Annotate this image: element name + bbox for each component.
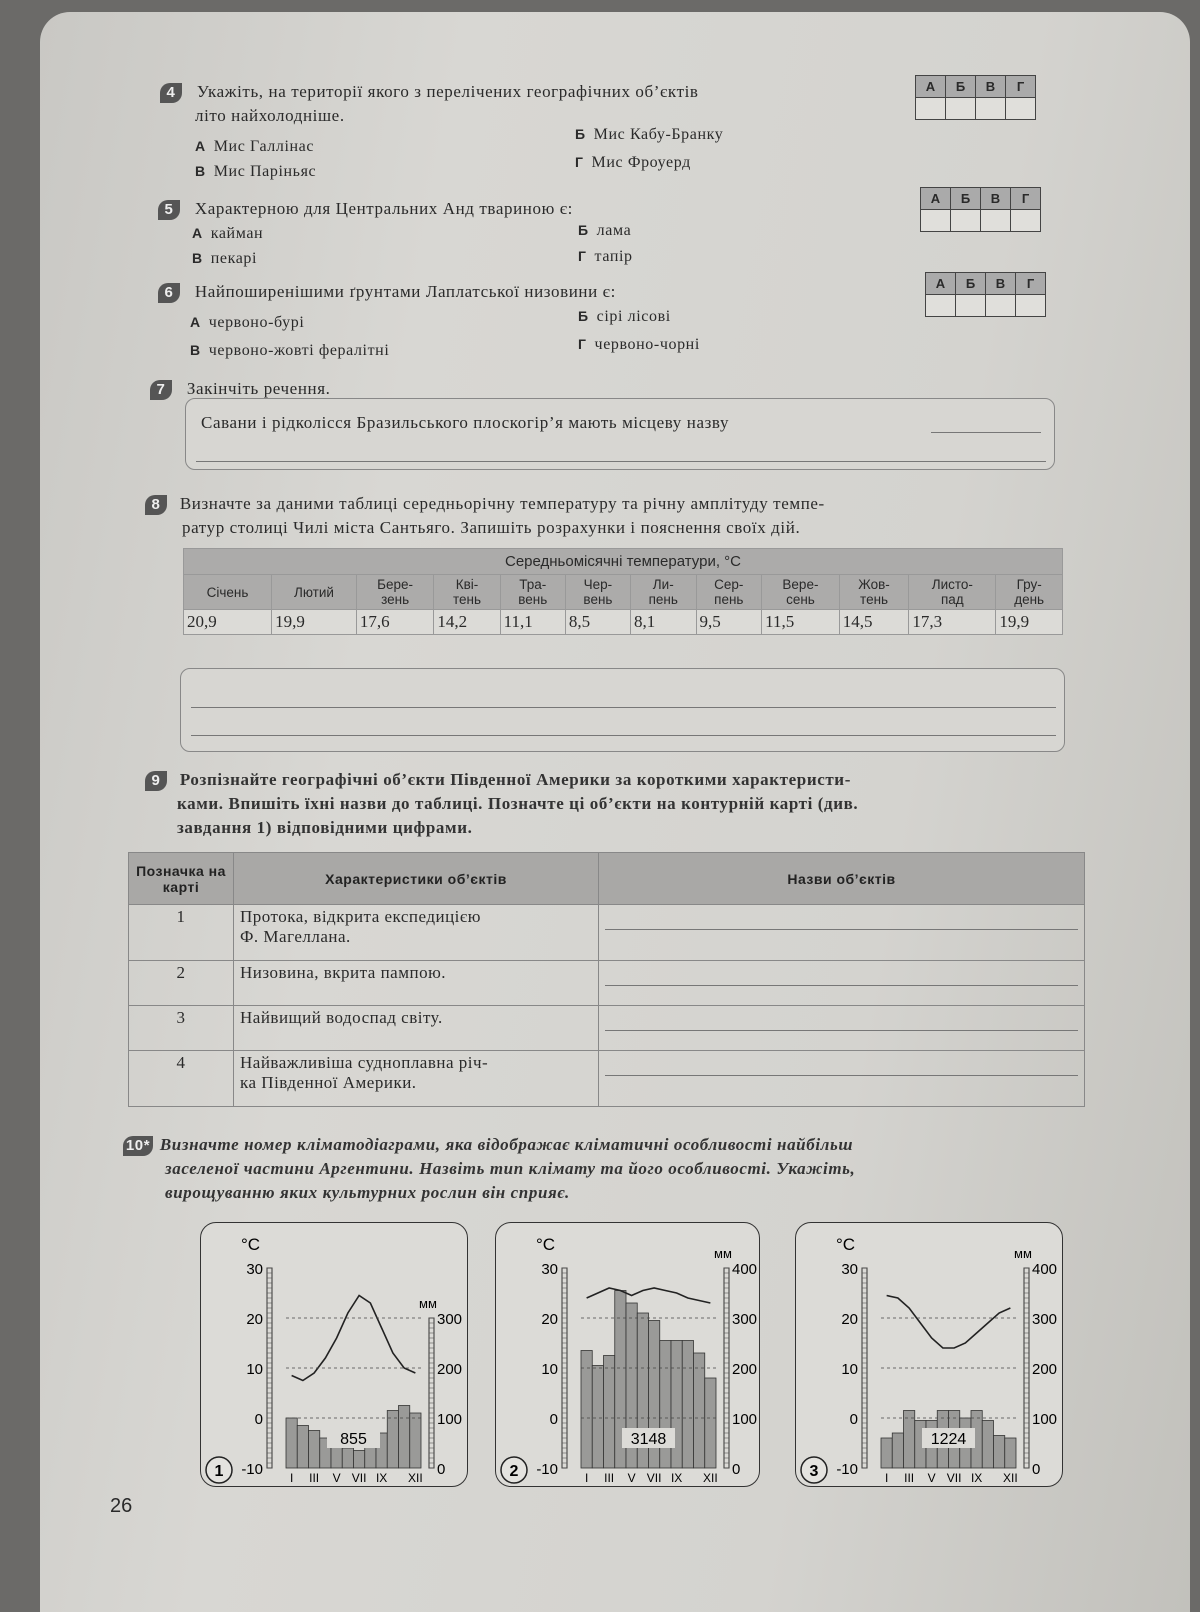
temp-tick-label: 10: [541, 1361, 558, 1378]
map-mark: 2: [129, 961, 234, 1006]
annual-precipitation-total: 855: [340, 1431, 367, 1448]
characteristic-line: Протока, відкрита експедицією: [240, 907, 481, 926]
grid-letter: Б: [946, 76, 976, 98]
precipitation-bar: [286, 1418, 297, 1468]
precip-tick-label: 200: [1032, 1361, 1058, 1378]
temperature-value: 14,2: [434, 610, 500, 635]
object-characteristic: [234, 961, 599, 1006]
month-label: Бере-: [377, 577, 414, 592]
annual-precipitation-total: 3148: [630, 1431, 667, 1448]
answer-cell[interactable]: [1006, 98, 1036, 120]
precipitation-bar: [297, 1426, 308, 1469]
column-header: Назви об’єктів: [599, 853, 1085, 905]
month-header: [839, 575, 909, 610]
question-text: Укажіть, на території якого з перелічених географічних об’єктів: [196, 82, 699, 101]
option-text: червоно-чорні: [594, 336, 700, 353]
climate-diagram-2: [495, 1222, 760, 1487]
question-text: ратур столиці Чилі міста Сантьяго. Запишіть розрахунки і пояснення своїх дій.: [182, 518, 801, 537]
temp-tick-label: 20: [246, 1311, 263, 1328]
temp-unit-label: °C: [836, 1235, 856, 1254]
map-mark: 1: [129, 905, 234, 961]
temp-tick-label: 10: [841, 1361, 858, 1378]
month-label: пень: [648, 592, 678, 607]
question-8: [145, 492, 825, 540]
answer-cell[interactable]: [916, 98, 946, 120]
column-header: Характеристики об’єктів: [234, 853, 599, 905]
precipitation-bar: [904, 1411, 915, 1469]
month-tick-label: IX: [375, 1471, 388, 1485]
option-letter: А: [192, 225, 203, 241]
question-number: 8: [145, 495, 167, 515]
question-text: Найпоширенішими ґрунтами Лаплатської низовини є:: [194, 282, 616, 301]
grid-letter: В: [976, 76, 1006, 98]
precipitation-bar: [309, 1431, 320, 1469]
precip-tick-label: 300: [1032, 1311, 1058, 1328]
option-letter: Г: [575, 154, 584, 170]
month-header: [500, 575, 565, 610]
answer-box-8[interactable]: [180, 668, 1065, 752]
month-tick-label: IX: [670, 1471, 683, 1485]
temperature-value: 17,6: [356, 610, 433, 635]
month-label: вень: [583, 592, 613, 607]
question-9: [145, 768, 858, 840]
temp-tick-label: 0: [549, 1411, 558, 1428]
option-text: сірі лісові: [596, 308, 671, 325]
precip-tick-label: 400: [732, 1261, 758, 1278]
answer-cell[interactable]: [926, 295, 956, 317]
question-6: [158, 280, 616, 304]
question-number: 4: [160, 83, 182, 103]
question-number: 9: [145, 771, 167, 791]
climate-diagram-1: [200, 1222, 468, 1487]
precipitation-bar: [354, 1451, 365, 1469]
option-v[interactable]: [192, 250, 257, 268]
option-letter: Б: [578, 308, 589, 324]
answer-cell[interactable]: [951, 210, 981, 232]
precip-tick-label: 200: [732, 1361, 758, 1378]
month-label: тень: [860, 592, 889, 607]
column-header: Позначка на карті: [129, 853, 234, 905]
diagram-number: 1: [214, 1463, 224, 1480]
month-tick-label: V: [332, 1471, 341, 1485]
temperature-line: [887, 1296, 1011, 1349]
precip-unit-label: мм: [1014, 1246, 1032, 1261]
precip-tick-label: 100: [1032, 1411, 1058, 1428]
option-text: Мис Фроуерд: [591, 154, 691, 171]
answer-line[interactable]: [605, 985, 1078, 986]
question-text: ками. Впишіть їхні назви до таблиці. Позначте ці об’єкти на контурній карті (див.: [177, 794, 859, 813]
answer-cell[interactable]: [1011, 210, 1041, 232]
objects-table: [128, 852, 1085, 1107]
month-tick-label: I: [584, 1471, 589, 1485]
option-letter: В: [190, 342, 201, 358]
question-text: Закінчіть речення.: [186, 379, 331, 398]
month-tick-label: IX: [970, 1471, 983, 1485]
question-text: завдання 1) відповідними цифрами.: [177, 818, 473, 837]
temperature-value: 8,5: [565, 610, 630, 635]
month-header: [356, 575, 433, 610]
precipitation-bar: [881, 1438, 892, 1468]
month-label: Листо-: [931, 577, 973, 592]
characteristic-line: Ф. Магеллана.: [240, 927, 351, 946]
answer-grid-6[interactable]: [925, 272, 1046, 317]
temperature-value: 14,5: [839, 610, 909, 635]
answer-grid-5[interactable]: [920, 187, 1041, 232]
month-label: Січень: [206, 584, 249, 600]
precipitation-bar: [387, 1411, 398, 1469]
table-row: [129, 1006, 1085, 1051]
option-letter: Б: [575, 126, 586, 142]
answer-grid-4[interactable]: [915, 75, 1036, 120]
answer-cell[interactable]: [1016, 295, 1046, 317]
month-header: [630, 575, 696, 610]
month-tick-label: III: [604, 1471, 615, 1485]
question-text: Характерною для Центральних Анд твариною є:: [194, 199, 573, 218]
grid-letter: Б: [951, 188, 981, 210]
question-5: [158, 197, 573, 221]
month-label: пень: [714, 592, 744, 607]
month-label: тень: [452, 592, 481, 607]
option-g[interactable]: [575, 154, 691, 172]
option-text: червоно-жовті фералітні: [208, 342, 390, 359]
month-tick-label: V: [927, 1471, 936, 1485]
month-header: [565, 575, 630, 610]
month-tick-label: XII: [408, 1471, 423, 1485]
diagram-number: 3: [809, 1463, 819, 1480]
precip-tick-label: 0: [732, 1461, 741, 1478]
precip-tick-label: 100: [732, 1411, 758, 1428]
option-letter: В: [195, 163, 206, 179]
answer-line[interactable]: [931, 432, 1041, 433]
answer-line[interactable]: [605, 1075, 1078, 1076]
month-label: день: [1014, 592, 1045, 607]
answer-line[interactable]: [605, 1030, 1078, 1031]
month-header: [996, 575, 1063, 610]
month-label: Ли-: [652, 577, 674, 592]
temp-tick-label: -10: [836, 1461, 858, 1478]
question-text: Розпізнайте географічні об’єкти Південної Америки за короткими характеристи-: [179, 770, 851, 789]
precipitation-bar: [604, 1356, 615, 1469]
map-mark: 3: [129, 1006, 234, 1051]
question-4: [160, 80, 699, 128]
month-tick-label: XII: [1003, 1471, 1018, 1485]
option-b[interactable]: [578, 222, 631, 240]
answer-cell[interactable]: [976, 98, 1006, 120]
month-label: Тра-: [519, 577, 547, 592]
month-label: Жов-: [858, 577, 890, 592]
temp-tick-label: -10: [536, 1461, 558, 1478]
month-header: [434, 575, 500, 610]
month-header: [909, 575, 996, 610]
grid-letter: А: [926, 273, 956, 295]
temperature-value: 8,1: [630, 610, 696, 635]
month-label: пад: [940, 592, 964, 607]
month-label: Вере-: [782, 577, 819, 592]
characteristic-line: Низовина, вкрита пампою.: [240, 963, 447, 982]
month-header: [762, 575, 840, 610]
characteristic-line: Найвищий водоспад світу.: [240, 1008, 443, 1027]
precip-tick-label: 100: [437, 1411, 463, 1428]
temperature-value: 20,9: [184, 610, 272, 635]
precipitation-bar: [410, 1413, 421, 1468]
option-letter: В: [192, 250, 203, 266]
option-letter: А: [195, 138, 206, 154]
temp-tick-label: 30: [246, 1261, 263, 1278]
climate-diagram-3: [795, 1222, 1063, 1487]
precipitation-bar: [1005, 1438, 1016, 1468]
question-number: 7: [150, 380, 172, 400]
characteristic-line: Найважливіша судноплавна річ-: [240, 1053, 489, 1072]
precipitation-bar: [705, 1378, 716, 1468]
option-a[interactable]: [192, 225, 263, 243]
option-g[interactable]: [578, 336, 700, 354]
question-text: вирощуванню яких культурних рослин він сприяє.: [165, 1183, 570, 1202]
question-text: літо найхолодніше.: [195, 106, 345, 125]
option-letter: А: [190, 314, 201, 330]
question-number: 6: [158, 283, 180, 303]
answer-cell[interactable]: [981, 210, 1011, 232]
question-text: заселеної частини Аргентини. Назвіть тип клімату та його особливості. Укажіть,: [165, 1159, 856, 1178]
month-tick-label: VII: [646, 1471, 662, 1485]
precipitation-bar: [399, 1406, 410, 1469]
temp-tick-label: 20: [541, 1311, 558, 1328]
month-label: Чер-: [583, 577, 613, 592]
precipitation-bar: [592, 1366, 603, 1469]
characteristic-line: ка Південної Америки.: [240, 1073, 417, 1092]
answer-line[interactable]: [196, 461, 1046, 462]
option-text: Мис Паріньяс: [213, 163, 317, 180]
temp-tick-label: 10: [246, 1361, 263, 1378]
object-name-input[interactable]: [599, 905, 1085, 961]
map-mark: 4: [129, 1051, 234, 1107]
month-tick-label: I: [289, 1471, 294, 1485]
month-label: вень: [518, 592, 548, 607]
object-characteristic: [234, 1051, 599, 1107]
temp-tick-label: 0: [254, 1411, 263, 1428]
answer-box-7[interactable]: [185, 398, 1055, 470]
grid-letter: А: [921, 188, 951, 210]
diagram-number: 2: [509, 1463, 519, 1480]
month-tick-label: V: [627, 1471, 636, 1485]
precip-tick-label: 300: [437, 1311, 463, 1328]
temp-tick-label: 0: [849, 1411, 858, 1428]
option-letter: Г: [578, 336, 587, 352]
month-tick-label: III: [309, 1471, 320, 1485]
answer-cell[interactable]: [921, 210, 951, 232]
answer-line[interactable]: [605, 929, 1078, 930]
temperature-line: [587, 1288, 711, 1303]
precipitation-bar: [682, 1341, 693, 1469]
object-name-input[interactable]: [599, 1006, 1085, 1051]
table-row: [129, 1051, 1085, 1107]
answer-cell[interactable]: [986, 295, 1016, 317]
option-a[interactable]: [190, 314, 304, 332]
page-number: 26: [110, 1495, 133, 1517]
month-label: Лютий: [293, 584, 334, 600]
temperature-value: 11,5: [762, 610, 840, 635]
table-title: Середньомісячні температури, °C: [184, 549, 1063, 575]
temperature-value: 17,3: [909, 610, 996, 635]
grid-letter: Г: [1006, 76, 1036, 98]
object-name-input[interactable]: [599, 1051, 1085, 1107]
option-text: Мис Галлінас: [213, 138, 315, 155]
temp-unit-label: °C: [536, 1235, 556, 1254]
month-label: зень: [381, 592, 410, 607]
month-label: сень: [786, 592, 815, 607]
answer-line[interactable]: [191, 735, 1056, 736]
precipitation-bar: [342, 1448, 353, 1468]
grid-letter: Б: [956, 273, 986, 295]
precip-unit-label: мм: [714, 1246, 732, 1261]
object-characteristic: [234, 1006, 599, 1051]
option-text: кайман: [210, 225, 264, 242]
answer-cell[interactable]: [946, 98, 976, 120]
month-tick-label: VII: [351, 1471, 367, 1485]
precip-tick-label: 0: [437, 1461, 446, 1478]
precipitation-bar: [892, 1433, 903, 1468]
option-g[interactable]: [578, 248, 633, 266]
option-text: лама: [596, 222, 632, 239]
precip-tick-label: 200: [437, 1361, 463, 1378]
month-tick-label: III: [904, 1471, 915, 1485]
precipitation-bar: [671, 1341, 682, 1469]
option-text: Мис Кабу-Бранку: [593, 126, 724, 143]
temp-unit-label: °C: [241, 1235, 261, 1254]
option-text: пекарі: [210, 250, 258, 267]
grid-letter: В: [981, 188, 1011, 210]
precipitation-bar: [994, 1436, 1005, 1469]
temp-tick-label: 30: [541, 1261, 558, 1278]
option-b[interactable]: [575, 126, 723, 144]
month-label: Кві-: [455, 577, 479, 592]
answer-line[interactable]: [191, 707, 1056, 708]
grid-letter: Г: [1016, 273, 1046, 295]
question-number: 10*: [123, 1136, 153, 1156]
precip-tick-label: 400: [1032, 1261, 1058, 1278]
answer-cell[interactable]: [956, 295, 986, 317]
month-tick-label: I: [884, 1471, 889, 1485]
annual-precipitation-total: 1224: [930, 1431, 967, 1448]
option-text: червоно-бурі: [208, 314, 305, 331]
option-v[interactable]: [195, 163, 316, 181]
temperature-value: 19,9: [272, 610, 357, 635]
option-letter: Б: [578, 222, 589, 238]
temp-tick-label: 30: [841, 1261, 858, 1278]
sentence-text: Савани і рідколісся Бразильського плоскогір’я мають місцеву назву: [201, 413, 730, 432]
temperature-value: 9,5: [696, 610, 762, 635]
table-row: [129, 905, 1085, 961]
object-name-input[interactable]: [599, 961, 1085, 1006]
month-label: Сер-: [714, 577, 744, 592]
option-a[interactable]: [195, 138, 314, 156]
grid-letter: В: [986, 273, 1016, 295]
option-v[interactable]: [190, 342, 389, 360]
precipitation-bar: [982, 1421, 993, 1469]
table-row: [129, 961, 1085, 1006]
month-tick-label: VII: [946, 1471, 962, 1485]
temperature-value: 11,1: [500, 610, 565, 635]
object-characteristic: [234, 905, 599, 961]
precip-tick-label: 0: [1032, 1461, 1041, 1478]
question-number: 5: [158, 200, 180, 220]
question-text: Визначте за даними таблиці середньорічну температуру та річну амплітуду темпе-: [179, 494, 825, 513]
month-tick-label: XII: [703, 1471, 718, 1485]
month-label: Гру-: [1016, 577, 1042, 592]
month-header: [696, 575, 762, 610]
temperature-value: 19,9: [996, 610, 1063, 635]
grid-letter: А: [916, 76, 946, 98]
month-header: [272, 575, 357, 610]
temp-tick-label: -10: [241, 1461, 263, 1478]
precip-tick-label: 300: [732, 1311, 758, 1328]
precip-unit-label: мм: [419, 1296, 437, 1311]
temperature-table: [183, 548, 1063, 635]
grid-letter: Г: [1011, 188, 1041, 210]
option-b[interactable]: [578, 308, 671, 326]
month-header: [184, 575, 272, 610]
temp-tick-label: 20: [841, 1311, 858, 1328]
precipitation-bar: [694, 1353, 705, 1468]
precipitation-bar: [660, 1341, 671, 1469]
option-letter: Г: [578, 248, 587, 264]
question-10: [123, 1133, 855, 1205]
option-text: тапір: [594, 248, 633, 265]
question-text: Визначте номер кліматодіаграми, яка відображає кліматичні особливості найбільш: [159, 1135, 854, 1154]
